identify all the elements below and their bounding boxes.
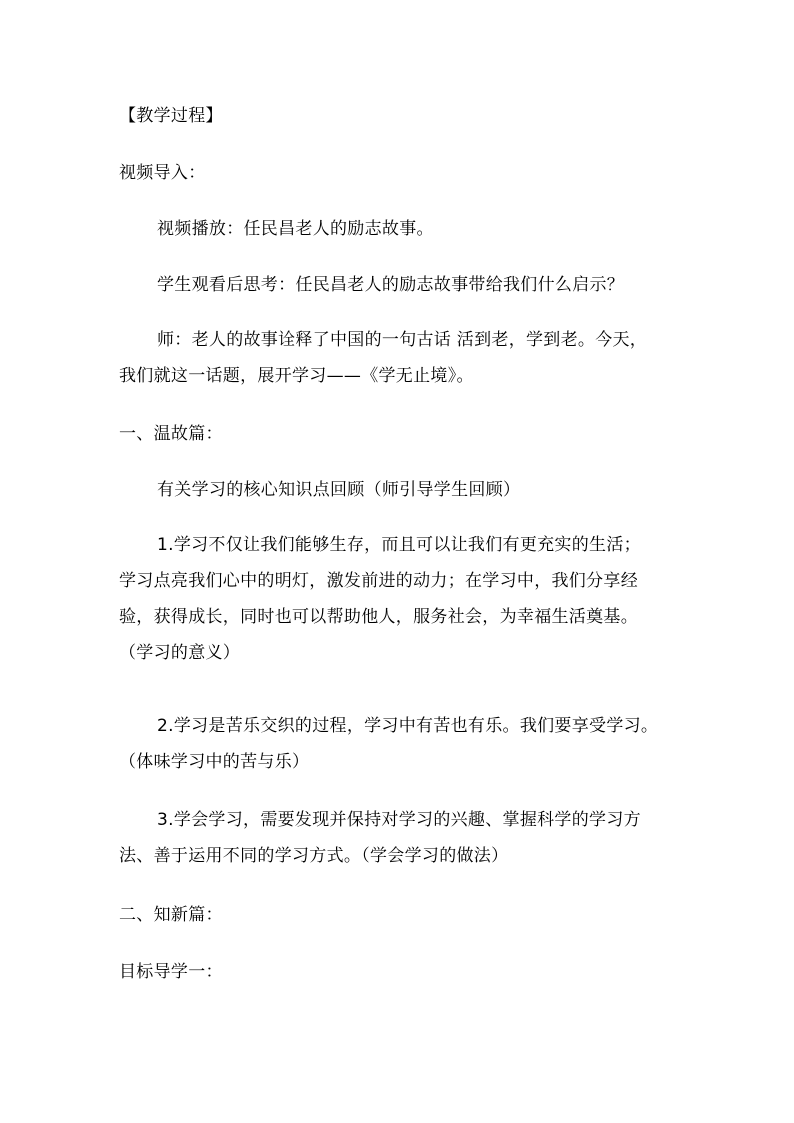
teacher-line-2: 我们就这一话题，展开学习——《学无止境》。 — [119, 366, 474, 386]
section-review-heading: 一、温故篇： — [119, 424, 223, 444]
point-1-line-2: 学习点亮我们心中的明灯，激发前进的动力；在学习中，我们分享经 — [119, 571, 638, 591]
point-1-line-3: 验，获得成长，同时也可以帮助他人，服务社会，为幸福生活奠基。 — [119, 607, 638, 627]
point-2-paragraph — [119, 708, 683, 780]
point-2-line-2: （体味学习中的苦与乐） — [119, 752, 310, 772]
heading-teaching-process: 【教学过程】 — [119, 106, 223, 126]
point-1-line-1: 1.学习不仅让我们能够生存，而且可以让我们有更充实的生活； — [157, 535, 641, 555]
point-1-paragraph — [119, 527, 683, 671]
goal-guide-1-heading: 目标导学一： — [119, 962, 223, 982]
student-think-text: 学生观看后思考：任民昌老人的励志故事带给我们什么启示？ — [157, 275, 625, 295]
teacher-line-1: 师：老人的故事诠释了中国的一句古话 活到老，学到老。今天， — [157, 330, 648, 350]
video-intro-label: 视频导入： — [119, 163, 206, 183]
point-3-line-1: 3.学会学习，需要发现并保持对学习的兴趣、掌握科学的学习方 — [157, 810, 641, 830]
point-3-paragraph — [119, 802, 683, 874]
video-play-text: 视频播放：任民昌老人的励志故事。 — [157, 219, 434, 239]
teacher-paragraph — [119, 322, 683, 394]
section-new-knowledge-heading: 二、知新篇： — [119, 905, 223, 925]
point-2-line-1: 2.学习是苦乐交织的过程，学习中有苦也有乐。我们要享受学习。 — [157, 716, 659, 736]
review-intro-text: 有关学习的核心知识点回顾（师引导学生回顾） — [157, 480, 521, 500]
point-3-line-2: 法、善于运用不同的学习方式。（学会学习的做法） — [119, 846, 509, 866]
point-1-line-4: （学习的意义） — [119, 643, 241, 663]
